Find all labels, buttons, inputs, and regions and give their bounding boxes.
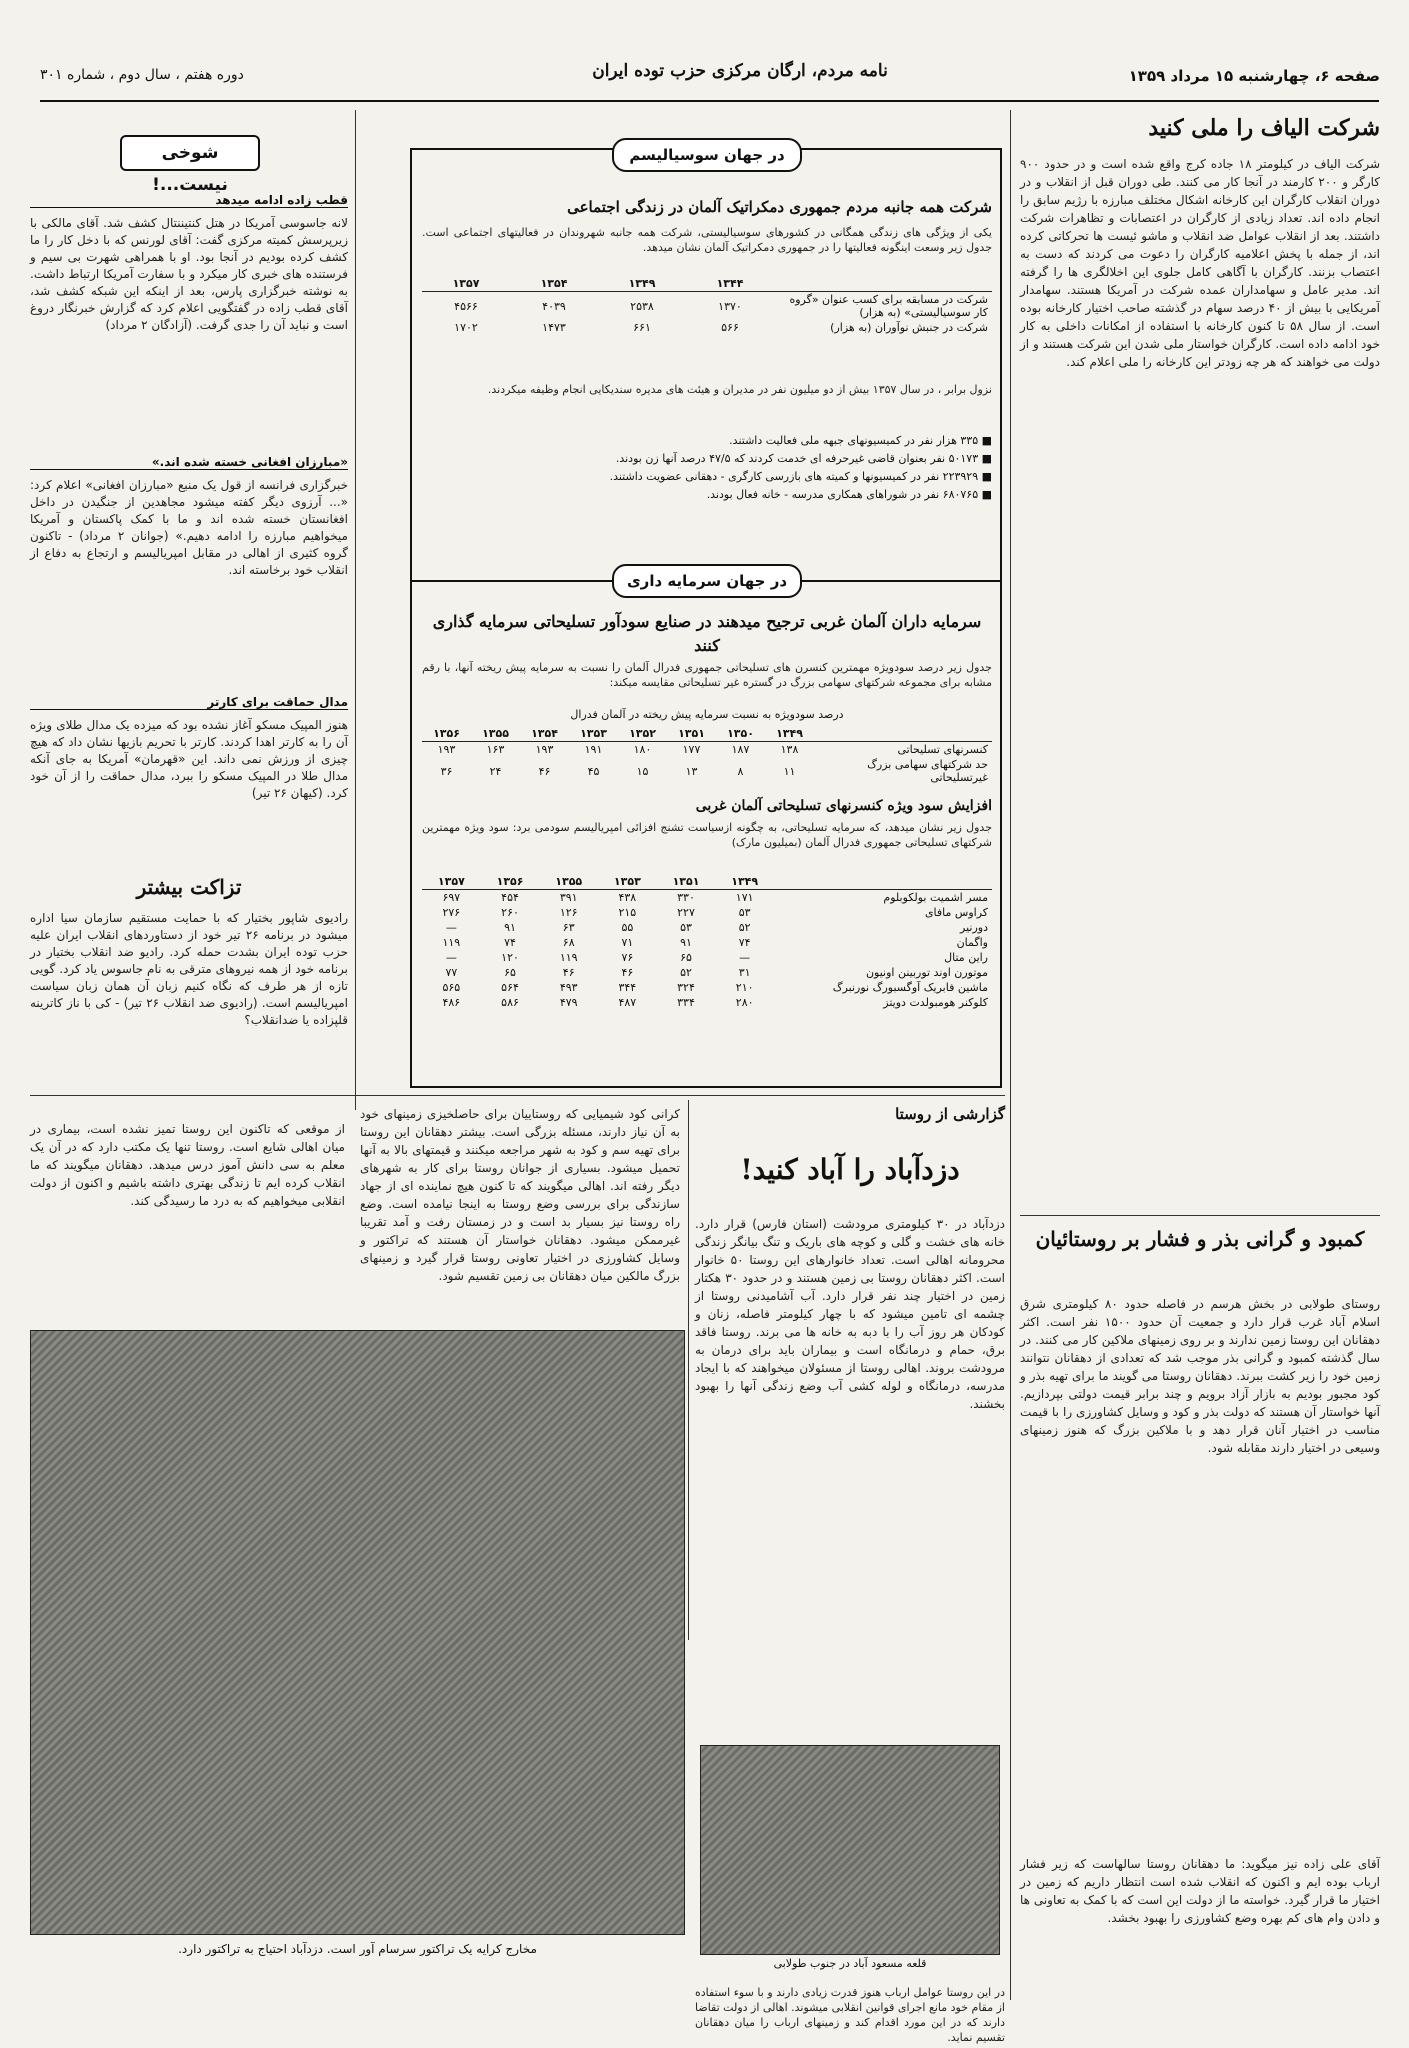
soc-cell: ۴۰۳۹ bbox=[510, 292, 598, 321]
capitalism-sub-intro: جدول زیر نشان میدهد، که سرمایه تسلیحاتی، به چگونه ازسیاست تشنج افزائی امپریالیسم سودمی برد: سود ویژه مهمترین شرکتهای تسلیحاتی جمهوری فدرال آلمان (بمیلیون مارک) bbox=[422, 821, 992, 849]
t2-cell: ۱۲۰ bbox=[501, 951, 519, 964]
t2-year: ۱۳۵۵ bbox=[555, 875, 583, 888]
t2-cell: ۴۷۹ bbox=[559, 996, 578, 1009]
tractor-photo-caption: مخارج کرایه یک تراکتور سرسام آور است. دزدآباد احتیاج به تراکتور دارد. bbox=[178, 1942, 537, 1956]
t1-cell: ۱۶۳ bbox=[471, 742, 520, 758]
right-column bbox=[1020, 115, 1380, 1995]
t2-cell: ۳۳۰ bbox=[657, 890, 716, 906]
t2-cell: ۴۹۳ bbox=[559, 981, 578, 994]
t2-cell: ۷۶ bbox=[621, 951, 634, 964]
issue-info: دوره هفتم ، سال دوم ، شماره ۳۰۱ bbox=[40, 67, 244, 83]
t2-cell: ۱۱۹ bbox=[442, 936, 461, 949]
t2-cell: ۱۲۶ bbox=[559, 906, 578, 919]
capitalism-title: سرمایه داران آلمان غربی ترجیح میدهند در صنایع سودآور تسلیحاتی سرمایه گذاری کنند bbox=[432, 612, 982, 655]
t2-cell: ۴۶ bbox=[621, 966, 634, 979]
socialism-intro: یکی از ویژگی های زندگی همگانی در کشورهای سوسیالیستی، شرکت همه جانبه شهروندان در فعالیتهای اجتماعی است. جدول زیر وسعت اینگونه فعالیتها را در جمهوری دمکراتیک آلمان نشان میدهد. bbox=[422, 226, 992, 254]
t2-cell: ۹۱ bbox=[680, 936, 692, 949]
t2-row-label: ماشین فابریک آوگسبورگ نورنبرگ bbox=[832, 981, 988, 994]
socialism-title: شرکت همه جانبه مردم جمهوری دمکراتیک آلمان در زندگی اجتماعی bbox=[567, 198, 992, 216]
soc-row-label: شرکت در جنبش نوآوران (به هزار) bbox=[830, 321, 988, 334]
socialism-table bbox=[422, 276, 992, 335]
t1-year: ۱۳۵۶ bbox=[433, 727, 460, 740]
capitalism-table-2 bbox=[422, 874, 992, 1010]
t2-cell: ۷۷ bbox=[445, 966, 458, 979]
t2-year: ۱۳۵۳ bbox=[613, 875, 641, 888]
center-box bbox=[410, 148, 1002, 1088]
sub4-body: رادیوی شاپور بختیار که با حمایت مستقیم سازمان سیا اداره میشود در برنامه ۲۶ تیر خود از دستاوردهای انقلاب ایران علیه حزب توده ایران بشدت حمله کرد. رادیو ضد انقلاب بختیار در برنامه خود از همه نیروهای مترقی به نام جاسوس یاد کرد. گویی تازه از هر طرف که نگاه کنیم زبان آن همان زبان سیاست امپریالیسم است. (رادیوی ضد انقلاب ۲۶ تیر) - کی با ناز کاترینه قلپزاده یا ضدانقلاب؟ bbox=[30, 911, 348, 1027]
sub4-heading: تزاکت بیشتر bbox=[136, 875, 242, 899]
capitalism-table-1 bbox=[422, 726, 992, 785]
page-info: صفحه ۶، چهارشنبه ۱۵ مرداد ۱۳۵۹ bbox=[1128, 67, 1380, 85]
soc-cell: ۱۴۷۳ bbox=[542, 321, 566, 334]
t1-year: ۱۳۵۳ bbox=[580, 727, 607, 740]
header bbox=[30, 55, 1380, 95]
t1-cell: ۱۳۸ bbox=[765, 742, 814, 758]
village-fortress-photo bbox=[700, 1745, 1000, 1955]
t1-cell: ۱۸۰ bbox=[618, 742, 667, 758]
t2-cell: ۶۵ bbox=[504, 966, 516, 979]
t2-cell: ۳۹۱ bbox=[539, 890, 598, 906]
soc-year: ۱۳۴۴ bbox=[716, 277, 744, 290]
t2-cell: ۲۱۰ bbox=[735, 981, 754, 994]
t2-year: ۱۳۵۷ bbox=[437, 875, 465, 888]
soc-row-label: شرکت در مسابقه برای کسب عنوان «گروه کار سوسیالیستی» (به هزار) bbox=[774, 292, 992, 321]
t1-cell: ۴۵ bbox=[587, 764, 600, 778]
socialism-note: نزول برابر ، در سال ۱۳۵۷ بیش از دو میلیون نفر در مدیران و هیئت های مدیره سندیکایی انجام وظیفه میکردند. bbox=[487, 383, 992, 396]
t1-year: ۱۳۵۲ bbox=[629, 727, 656, 740]
soc-cell: ۲۵۳۸ bbox=[598, 292, 686, 321]
t2-cell: ۳۲۴ bbox=[677, 981, 695, 994]
t1-cell: ۱۹۳ bbox=[520, 742, 569, 758]
capitalism-subtitle: افزایش سود ویژه کنسرنهای تسلیحاتی آلمان غربی bbox=[695, 798, 992, 814]
t2-cell: ۴۳۸ bbox=[598, 890, 657, 906]
soc-year: ۱۳۴۹ bbox=[628, 277, 656, 290]
village-left-col: کرانی کود شیمیایی که روستاییان برای حاصلخیزی زمینهای خود به آن نیاز دارند، مسئله بزرگی است. بیشتر دهقانان این روستا برای تهیه سم و کود به شهر مراجعه میکنند و قیمتهای بالا به آنها تحمیل میشود. بسیاری از جوانان روستا برای کار به شهرهای دیگر رفته اند. اهالی میگویند که تا کنون هیچ نماینده ای از جهاد سازندگی برای بررسی وضع روستا به اینجا نیامده است. وضع راه روستا نیز بسیار بد است و در زمستان رفت و آمد تقریبا غیرممکن میشود. دهقانان خواستار آن هستند که تراکتور و وسایل کشاورزی در اختیار تعاونی روستا قرار گیرد و زمینهای بزرگ مالکین میان دهقانان بی زمین تقسیم شود. bbox=[360, 1107, 680, 1283]
t2-cell: ۶۹۷ bbox=[422, 890, 481, 906]
village-story bbox=[695, 1105, 1005, 1985]
t2-cell: ۲۶۰ bbox=[501, 906, 519, 919]
t1-cell: ۱۹۳ bbox=[422, 742, 471, 758]
soc-cell: ۵۶۶ bbox=[721, 321, 739, 334]
t2-cell: ۱۷۱ bbox=[715, 890, 774, 906]
t2-row-label: موتورن اوند توربینن اونیون bbox=[865, 966, 988, 979]
capitalism-intro: جدول زیر درصد سودویژه مهمترین کنسرن های تسلیحاتی جمهوری فدرال آلمان را نسبت به سرمایه پیش ریخته آنها، با رقم مشابه برای مجموعه شرکتهای سهامی بزرگ در گستره غیر تسلیحاتی مقایسه میکند: bbox=[422, 661, 992, 689]
t1-cell: ۱۵ bbox=[636, 764, 649, 778]
village-body: دزدآباد در ۳۰ کیلومتری مرودشت (استان فارس) قرار دارد. خانه های خشت و گلی و کوچه های باریک و تنگ بیانگر زندگی محرومانه اهالی است. تعداد خانوارهای این روستا ۵۰ خانوار است. اکثر دهقانان روستا بی زمین هستند و در حدود ۳۰ هکتار زمین در اختیار چند نفر قرار دارد. آب آشامیدنی روستا از چشمه ای تامین میشود که با چهار کیلومتر فاصله، زنان و کودکان هر روز آب را با دبه به خانه ها می برند. روستا فاقد برق، حمام و درمانگاه است و بیماران باید برای درمان به مرودشت بروند. اهالی روستا از مسئولان میخواهند که با ایجاد مدرسه، درمانگاه و لوله کشی آب وضع زندگی آنها را بهبود بخشند. bbox=[695, 1217, 1006, 1411]
t2-year: ۱۳۵۱ bbox=[672, 875, 700, 888]
footer-right-text: آقای علی زاده نیز میگوید: ما دهقانان روستا سالهاست که زیر فشار ارباب بوده ایم و اکنون که انقلاب شده است انتظار داریم که زمین در اختیار ما قرار گیرد. خواسته ما از دولت این است که با کمک به تعاونی ها و دادن وام های کم بهره وضع کشاورزی را بهبود بخشد. bbox=[1020, 1857, 1380, 1925]
soc-bullet: ■ ۲۲۳۹۲۹ نفر در کمیسیونها و کمیته های بازرسی کارگری - دهقانی عضویت داشتند. bbox=[609, 470, 992, 483]
t1-year: ۱۳۵۰ bbox=[727, 727, 754, 740]
t1-year: ۱۳۵۵ bbox=[482, 727, 509, 740]
t1-cell: ۴۶ bbox=[538, 764, 551, 778]
t2-cell: ۵۵ bbox=[621, 921, 634, 934]
socialism-tag: در جهان سوسیالیسم bbox=[612, 138, 802, 172]
masthead: نامه مردم، ارگان مرکزی حزب توده ایران bbox=[592, 61, 888, 81]
seed-body: روستای طولابی در بخش هرسم در فاصله حدود ۸۰ کیلومتری شرق اسلام آباد غرب قرار دارد و جمعیت آن حدود ۱۵۰۰ نفر است. اکثر دهقانان این روستا زمین ندارند و بر روی زمینهای ملاکین کار می کنند. در سال گذشته کمبود و گرانی بذر موجب شد که تعدادی از دهقانان نتوانند زمین خود را زیر کشت ببرند. دهقانان روستا می گویند ما برای تهیه بذر و کود مجبور بودیم به بازار آزاد برویم و چند برابر قیمت دولتی بپردازیم. آنها خواستار آن هستند که دولت بذر و کود و وسایل کشاورزی را با قیمت مناسب در اختیار آنان قرار دهد و با ملاکین بزرگ که هنوز زمینهای وسیعی در اختیار دارند مقابله شود. bbox=[1020, 1297, 1381, 1455]
t1-year: ۱۳۵۴ bbox=[531, 727, 558, 740]
soc-bullet: ■ ۳۳۵ هزار نفر در کمیسیونهای جبهه ملی فعالیت داشتند. bbox=[729, 434, 992, 447]
capitalism-tag: در جهان سرمایه داری bbox=[612, 564, 802, 598]
sub3-heading: مدال حماقت برای کارتر bbox=[30, 695, 348, 710]
soc-cell: ۱۷۰۲ bbox=[454, 321, 478, 334]
t2-year: ۱۳۵۶ bbox=[496, 875, 524, 888]
soc-year: ۱۳۵۴ bbox=[540, 277, 568, 290]
sub2-body: خبرگزاری فرانسه از قول یک منبع «مبارزان افغانی» اعلام کرد: «... آرزوی دیگر کفته میشود مجاهدین از جنگیدن در داخل افغانستان خسته شده اند و ما با کمک پاکستان و آمریکا میخواهیم مبارزه را ادامه دهیم.» (جوانان ۲ مرداد) - تاکنون گروه کثیری از اهالی در مقابل امپریالیسم و ارتجاع به دفاع از انقلاب خود برخاسته اند. bbox=[30, 478, 348, 577]
soc-bullet: ■ ۶۸۰۷۶۵ نفر در شوراهای همکاری مدرسه - خانه فعال بودند. bbox=[706, 488, 992, 501]
t1-cell: ۸ bbox=[737, 764, 744, 778]
t2-year: ۱۳۴۹ bbox=[731, 875, 759, 888]
t2-row-label: واگمان bbox=[956, 936, 988, 949]
village-right-bottom: در این روستا عوامل ارباب هنوز قدرت زیادی دارند و با سوء استفاده از مقام خود مانع اجرای قوانین انقلابی میشوند. اهالی از دولت تقاضا دارند که در این مورد اقدام کند و زمینهای ارباب را میان دهقانان تقسیم نماید. bbox=[695, 1986, 1005, 2044]
t1-year: ۱۳۵۱ bbox=[678, 727, 705, 740]
soc-cell: ۱۳۷۰ bbox=[686, 292, 774, 321]
t2-row-label: مسر اشمیت بولکوبلوم bbox=[774, 890, 992, 906]
t1-row-label: کنسرنهای تسلیحاتی bbox=[814, 742, 992, 758]
t2-cell: ۵۸۶ bbox=[501, 996, 519, 1009]
humor-box-title: شوخی نیست...! bbox=[120, 135, 260, 171]
t1-row-label: حد شرکتهای سهامی بزرگ غیرتسلیحاتی bbox=[867, 758, 988, 784]
t2-cell: ۵۶۵ bbox=[442, 981, 461, 994]
t2-cell: ۳۱ bbox=[738, 966, 751, 979]
t1-cell: ۱۸۷ bbox=[716, 742, 765, 758]
t1-cell: ۱۳ bbox=[685, 764, 698, 778]
t2-row-label: کلوکنر هومبولدت دویتز bbox=[883, 996, 988, 1009]
t2-cell: ۲۸۰ bbox=[735, 996, 754, 1009]
soc-bullet: ■ ۵۰۱۷۳ نفر بعنوان قاضی غیرحرفه ای خدمت کردند که ۴۷/۵ درصد آنها زن بودند. bbox=[615, 452, 992, 465]
t2-cell: ۴۸۷ bbox=[618, 996, 637, 1009]
t1-cell: ۱۹۱ bbox=[569, 742, 618, 758]
t2-cell: ۴۵۴ bbox=[481, 890, 540, 906]
t1-cell: ۱۱ bbox=[783, 764, 796, 778]
t2-cell: ۵۲ bbox=[680, 966, 692, 979]
t2-cell: ۳۴۴ bbox=[618, 981, 637, 994]
table1-caption: درصد سودویژه به نسبت سرمایه پیش ریخته در آلمان فدرال bbox=[570, 708, 844, 721]
alyaf-body: شرکت الیاف در کیلومتر ۱۸ جاده کرج واقع شده است و در حدود ۹۰۰ کارگر و ۲۰۰ کارمند در آنجا کار می کنند. طی دوران قبل از انقلاب و در دوران انقلاب کارگران این کارخانه اشکال مختلف مبارزه با رژیم سابق را انجام داده اند. تعداد زیادی از کارگران در اعتصابات و تظاهرات شرکت داشتند. بعد از انقلاب عوامل ضد انقلاب و ماشو ئیست ها تحرکاتی کرده اند، از جمله با پخش اعلامیه کارگران را دعوت می کردند که دست به اعتصاب بزنند. کارگران با آگاهی کامل جلوی این اخلالگری ها را گرفته اند. مدیر عامل و سهامداران عمده شرکت در آمریکا هستند. سهامدار آمریکایی با بیش از ۴۰ درصد سهام در گذشته صاحب اختیار کارخانه بوده است. از سال ۵۸ تا کنون کارخانه با استفاده از امکانات داخلی به کار خود ادامه داده است. کارگران خواستار ملی شدن این شرکت هستند و از دولت می خواهند که هر چه زودتر این کارخانه را ملی اعلام کند. bbox=[1020, 157, 1381, 369]
t2-cell: ۶۸ bbox=[562, 936, 575, 949]
t2-row-label: کراوس مافای bbox=[924, 906, 988, 919]
t2-cell: ۲۱۵ bbox=[618, 906, 637, 919]
sub3-body: هنوز المپیک مسکو آغاز نشده بود که میزده یک مدال طلای ویژه آن را به کارتر اهدا کردند. کارتر با تحریم بازیها نشان داد که هیچ چیزی از ورزش نمی داند. این «قهرمان» آمریکا به جای آنکه مدال طلا در المپیک مسکو را ببرد، مدال حماقت را از آن خود کرد. (کیهان ۲۶ تیر) bbox=[30, 718, 348, 800]
t1-year: ۱۳۴۹ bbox=[776, 727, 803, 740]
t2-cell: ۴۶ bbox=[562, 966, 575, 979]
left-column bbox=[30, 115, 348, 1105]
t2-cell: ۴۸۶ bbox=[442, 996, 461, 1009]
t2-cell: ۷۴ bbox=[738, 936, 751, 949]
alyaf-title: شرکت الیاف را ملی کنید bbox=[1148, 115, 1380, 141]
t1-cell: ۳۶ bbox=[440, 764, 453, 778]
village-bottom-text: از موقعی که تاکنون این روستا تمیز نشده است، بیماری در میان اهالی شایع است. روستا تنها یک مکتب دارد که در آن یک معلم به سی دانش آموز درس میدهد. دهقانان میگویند که ما انقلاب کرده ایم تا زندگی بهتری داشته باشیم و اکنون از دولت انقلابی میخواهیم که به درد ما رسیدگی کند. bbox=[30, 1122, 345, 1208]
village-kicker: گزارشی از روستا bbox=[895, 1105, 1005, 1123]
t2-cell: ۵۳ bbox=[738, 906, 751, 919]
t2-row-label: راین متال bbox=[944, 951, 988, 964]
t1-cell: ۱۷۷ bbox=[667, 742, 716, 758]
t2-cell: ۶۵ bbox=[680, 951, 692, 964]
tractor-photo bbox=[30, 1330, 685, 1935]
t2-cell: — bbox=[739, 951, 751, 964]
t2-cell: ۷۴ bbox=[504, 936, 516, 949]
t2-cell: ۱۱۹ bbox=[559, 951, 578, 964]
t2-cell: ۲۷۶ bbox=[442, 906, 461, 919]
sub1-body: لانه جاسوسی آمریکا در هتل کنتیننتال کشف شد. آقای مالکی با زیرپرسش کمیته مرکزی گفت: آقای لورنس که با دخل کار را ما کشف کرده بودیم در آنجا بود. او با همراهی شهرت بی سیم و فرستنده های خبری کار میکرد و با سفارت آمریکا ارتباط داشت. به نوشته خبرگزاری پارس، بعد از اینکه این شبکه کشف شد، آقای قطب زاده در گفتگویی اعلام کرد که گزارش خبرنگار دروغ است و نباید آن را جدی گرفت. (آزادگان ۲ مرداد) bbox=[30, 216, 348, 332]
soc-cell: ۴۵۶۶ bbox=[422, 292, 510, 321]
sub2-heading: «مبارزان افغانی خسته شده اند.» bbox=[30, 455, 348, 470]
t2-cell: ۶۳ bbox=[562, 921, 575, 934]
t2-cell: ۵۳ bbox=[680, 921, 692, 934]
sub1-heading: قطب زاده ادامه میدهد bbox=[30, 193, 348, 208]
t2-cell: ۵۲ bbox=[738, 921, 751, 934]
t1-cell: ۲۴ bbox=[489, 764, 502, 778]
t2-row-label: دورنیر bbox=[960, 921, 988, 934]
t2-cell: — bbox=[445, 921, 457, 934]
t2-cell: — bbox=[445, 951, 457, 964]
soc-cell: ۶۶۱ bbox=[633, 321, 651, 334]
soc-year: ۱۳۵۷ bbox=[452, 277, 480, 290]
t2-cell: ۹۱ bbox=[504, 921, 516, 934]
t2-cell: ۷۱ bbox=[621, 936, 634, 949]
t2-cell: ۳۳۴ bbox=[677, 996, 695, 1009]
fortress-photo-caption: قلعه مسعود آباد در جنوب طولابی bbox=[773, 1957, 927, 1970]
village-title: دزدآباد را آباد کنید! bbox=[740, 1153, 960, 1186]
t2-cell: ۵۶۴ bbox=[501, 981, 519, 994]
seed-title: کمبود و گرانی بذر و فشار بر روستائیان bbox=[1035, 1227, 1365, 1251]
t2-cell: ۲۲۷ bbox=[677, 906, 695, 919]
